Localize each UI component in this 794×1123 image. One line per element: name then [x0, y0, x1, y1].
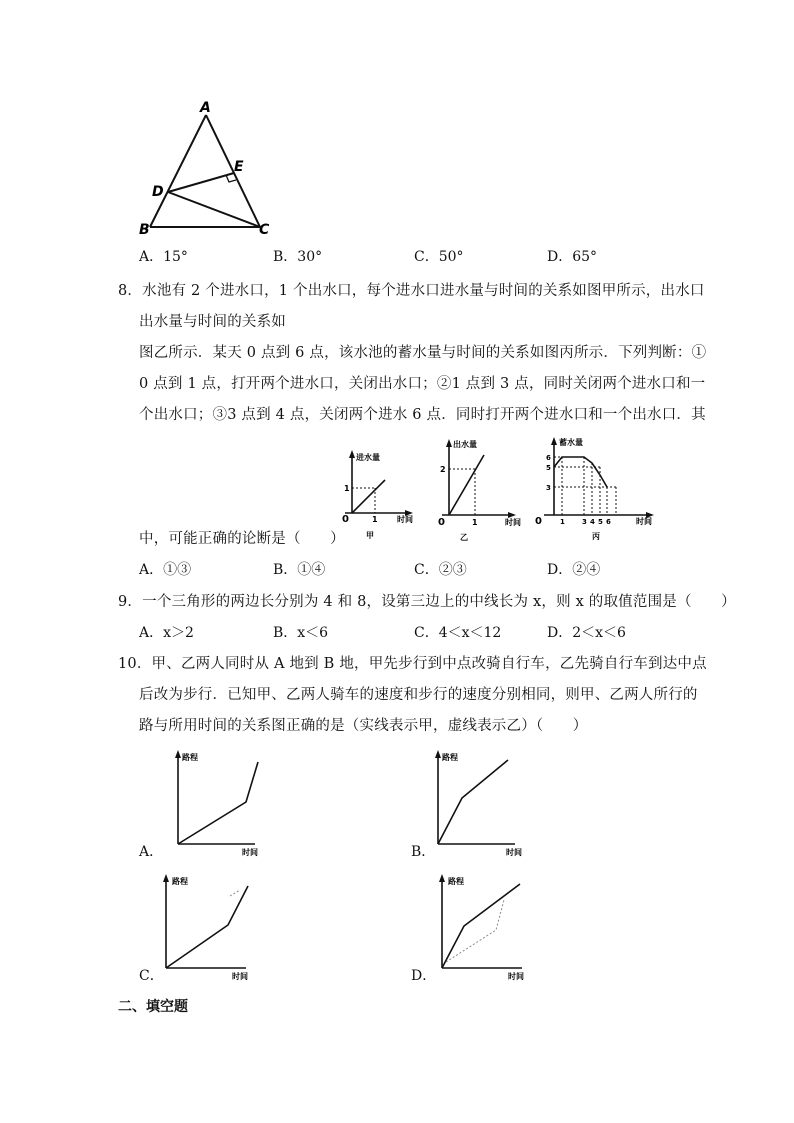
q10-d-xlabel: 时间	[508, 972, 524, 981]
q10-c-xlabel: 时间	[232, 972, 248, 981]
graph-bing	[532, 435, 662, 543]
graph-bing-xtick-6: 6	[606, 518, 611, 526]
graph-bing-xtick-5: 5	[598, 518, 603, 526]
label-C: C	[259, 222, 270, 238]
graph-bing-ytick-3: 3	[546, 484, 551, 492]
q9-option-d: D．2＜x＜6	[547, 625, 626, 641]
q10-option-b: B．	[411, 844, 436, 860]
q10-d-solid-line	[442, 884, 520, 968]
q10-a-solid-line	[178, 762, 258, 844]
q10-a-xlabel: 时间	[242, 848, 258, 857]
graph-bing-xtick-4: 4	[590, 518, 595, 526]
q9-stem: 9．一个三角形的两边长分别为 4 和 8，设第三边上的中线长为 x，则 x 的取值范围是（ ）	[118, 594, 736, 610]
q10-d-ylabel: 路程	[448, 877, 464, 886]
graph-yi-origin: 0	[438, 517, 445, 528]
graph-bing-xtick-1: 1	[560, 518, 565, 526]
q8-line-5: 个出水口；③3 点到 4 点，关闭两个进水 6 点．同时打开两个进水口和一个出水口．其	[139, 407, 706, 423]
q8-option-d: D．②④	[547, 562, 601, 578]
q10-c-dashed-line	[230, 890, 240, 896]
q7-option-b: B．30°	[273, 249, 323, 265]
graph-bing-origin: 0	[535, 516, 542, 527]
q8-line-3: 图乙所示．某天 0 点到 6 点，该水池的蓄水量与时间的关系如图丙所示．下列判断：①	[139, 345, 707, 361]
graph-yi-caption: 乙	[460, 533, 468, 542]
graph-yi-xlabel: 时间	[505, 518, 521, 527]
label-B: B	[139, 222, 150, 238]
q9-option-b: B．x＜6	[273, 625, 329, 641]
graph-jia-ylabel: 进水量	[356, 453, 380, 462]
graph-yi-ylabel: 出水量	[453, 440, 477, 449]
q10-line-3: 路与所用时间的关系图正确的是（实线表示甲，虚线表示乙）（ ）	[139, 718, 588, 734]
label-E: E	[234, 159, 244, 175]
q8-line-2: 出水量与时间的关系如	[139, 314, 286, 330]
q10-b-ylabel: 路程	[442, 753, 458, 762]
q7-option-a: A．15°	[139, 249, 188, 265]
graph-bing-xtick-3: 3	[582, 518, 587, 526]
section-2-heading: 二、填空题	[118, 999, 188, 1015]
label-A: A	[200, 100, 211, 116]
q10-d-dashed-line	[446, 900, 504, 962]
q8-line-1: 8．水池有 2 个进水口，1 个出水口，每个进水口进水量与时间的关系如图甲所示，出水口	[118, 283, 705, 299]
triangle-figure	[130, 95, 280, 245]
q10-line-1: 10．甲、乙两人同时从 A 地到 B 地，甲先步行到中点改骑自行车，乙先骑自行车到达中点	[118, 656, 707, 672]
q10-option-a: A．	[139, 844, 164, 860]
q8-option-a: A．①③	[139, 562, 192, 578]
q8-line-4: 0 点到 1 点，打开两个进水口，关闭出水口；②1 点到 3 点，同时关闭两个进水口和一	[139, 376, 706, 392]
graph-jia-x1: 1	[372, 515, 378, 524]
q10-graph-d	[424, 870, 534, 982]
label-D: D	[152, 184, 164, 200]
graph-jia-origin: 0	[342, 514, 349, 525]
graph-jia-caption: 甲	[366, 531, 374, 540]
graph-bing-ytick-6: 6	[546, 454, 551, 462]
q10-c-ylabel: 路程	[172, 877, 188, 886]
graph-yi	[432, 437, 524, 542]
graph-jia-line	[352, 480, 385, 513]
q10-b-xlabel: 时间	[506, 848, 522, 857]
graph-jia-xlabel: 时间	[397, 515, 413, 524]
q9-option-c: C．4＜x＜12	[414, 625, 502, 641]
q8-line-6: 中，可能正确的论断是（ ）	[139, 531, 345, 547]
q10-graph-b	[420, 746, 530, 858]
q10-graph-c	[148, 870, 268, 982]
q10-line-2: 后改为步行．已知甲、乙两人骑车的速度和步行的速度分别相同，则甲、乙两人所行的	[139, 687, 698, 703]
graph-yi-y1: 2	[440, 465, 446, 474]
graph-bing-caption: 丙	[592, 532, 600, 541]
graph-bing-ytick-5: 5	[546, 464, 551, 472]
q10-b-solid-line	[438, 760, 508, 844]
graph-yi-line	[449, 455, 484, 515]
q10-option-c: C．	[139, 968, 164, 984]
q7-option-c: C．50°	[414, 249, 464, 265]
q7-option-d: D．65°	[547, 249, 598, 265]
q8-option-b: B．①④	[273, 562, 326, 578]
graph-bing-xlabel: 时间	[636, 517, 652, 526]
q8-option-c: C．②③	[414, 562, 467, 578]
q10-graph-a	[160, 746, 270, 858]
graph-yi-x1: 1	[472, 518, 478, 527]
graph-jia-y1: 1	[344, 484, 350, 493]
q10-option-d: D．	[411, 968, 437, 984]
graph-bing-ylabel: 蓄水量	[559, 438, 583, 447]
q10-c-solid-line	[166, 886, 248, 968]
q10-a-ylabel: 路程	[182, 753, 198, 762]
q9-option-a: A．x＞2	[139, 625, 194, 641]
graph-jia	[335, 448, 425, 540]
